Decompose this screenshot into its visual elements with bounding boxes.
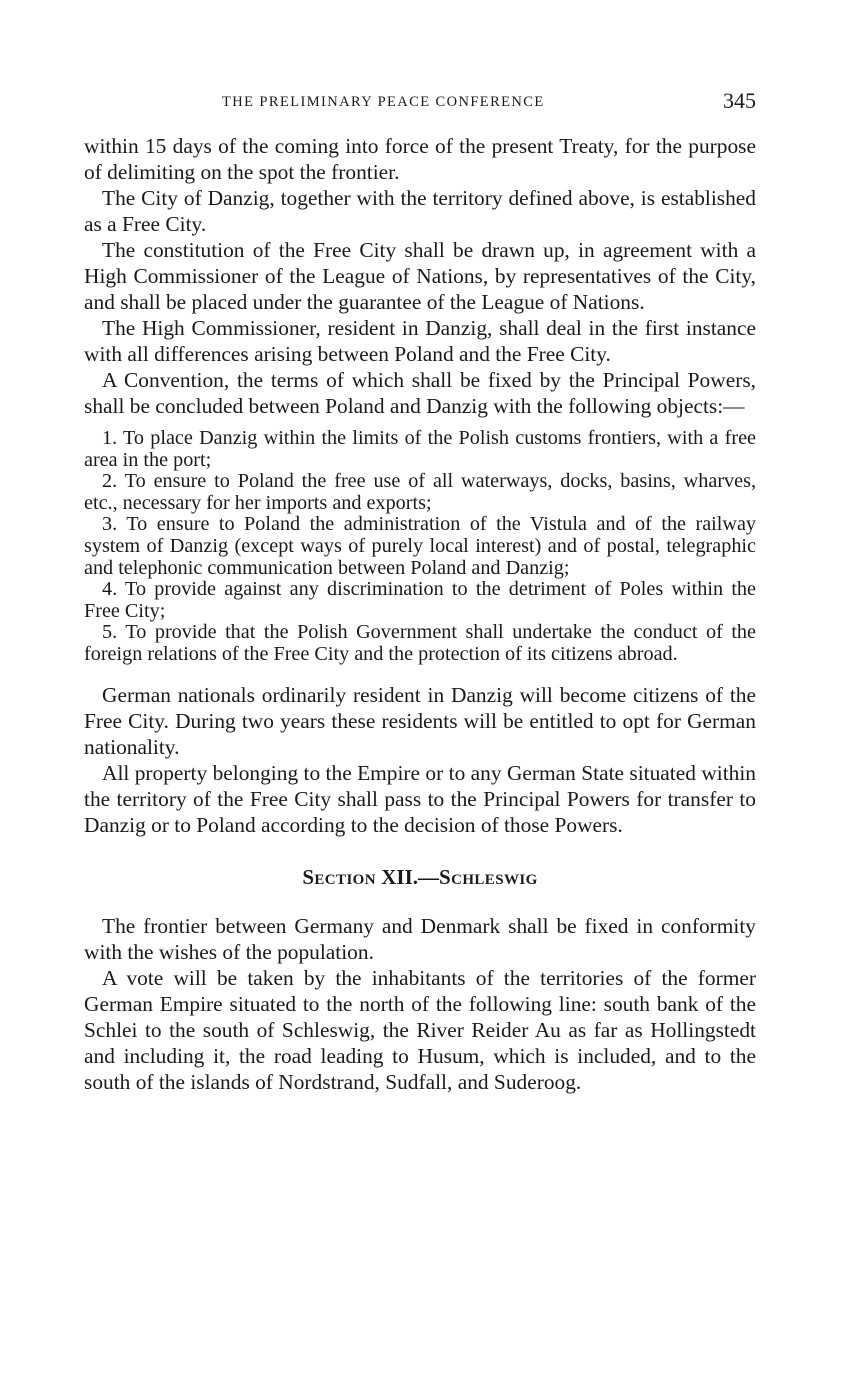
list-item-text: To ensure to Poland the administration of the Vistula and of the railway system of Danzig (except ways of purely local interest) and of postal, telegraphic and telephonic communication between Poland and Danzig; (84, 513, 757, 579)
section-number: XII. (381, 864, 419, 889)
list-item-text: To place Danzig within the limits of the Polish customs frontiers, with a free area in the port; (84, 427, 756, 471)
page-number: 345 (723, 88, 756, 113)
convention-objects-list (84, 428, 756, 666)
list-item-text: To provide against any discrimination to the detriment of Poles within the Free City; (84, 578, 756, 622)
paragraph: A Convention, the terms of which shall be fixed by the Principal Powers, shall be concluded between Poland and Danzig with the following objects:— (84, 368, 756, 418)
paragraph: The frontier between Germany and Denmark shall be fixed in conformity with the wishes of the population. (84, 913, 756, 964)
page-header (84, 90, 756, 116)
body-text (84, 133, 756, 1095)
list-item-number: 2. (102, 470, 118, 493)
paragraph: The City of Danzig, together with the territory defined above, is established as a Free City. (84, 186, 756, 236)
list-item-number: 4. (102, 578, 118, 601)
list-item-text: To provide that the Polish Government shall undertake the conduct of the foreign relations of the Free City and the protection of its citizens abroad. (84, 621, 756, 665)
paragraph: The High Commissioner, resident in Danzig, shall deal in the first instance with all differences arising between Poland and the Free City. (84, 316, 756, 366)
section-dash: — (418, 864, 440, 889)
list-item (84, 514, 756, 579)
list-item-number: 1. (102, 427, 118, 449)
list-item (84, 622, 756, 665)
list-item-text: To ensure to Poland the free use of all waterways, docks, basins, wharves, etc., necessary for her imports and exports; (84, 470, 756, 514)
paragraph: The constitution of the Free City shall be drawn up, in agreement with a High Commissioner of the League of Nations, by representatives of the City, and shall be placed under the guarantee of the League of Nations. (84, 238, 756, 314)
running-head: THE PRELIMINARY PEACE CONFERENCE (222, 94, 545, 110)
paragraph: German nationals ordinarily resident in Danzig will become citizens of the Free City. During two years these residents will be entitled to opt for German nationality. (84, 682, 756, 759)
paragraph: A vote will be taken by the inhabitants of the territories of the former German Empire situated to the north of the following line: south bank of the Schlei to the south of Schleswig, the River Reider Au as far as Hollingstedt and including it, the road leading to Husum, which is included, and to the south of the islands of Nordstrand, Sudfall, and Suderoog. (84, 965, 756, 1094)
list-item (84, 579, 756, 622)
paragraph: within 15 days of the coming into force of the present Treaty, for the purpose of delimiting on the spot the frontier. (84, 134, 756, 184)
section-heading (84, 864, 756, 890)
list-item (84, 428, 756, 471)
section-title: Schleswig (439, 864, 538, 889)
list-item-number: 3. (102, 513, 118, 536)
section-label: Section (302, 864, 376, 889)
paragraph: All property belonging to the Empire or to any German State situated within the territory of the Free City shall pass to the Principal Powers for transfer to Danzig or to Poland according to the decision of those Powers. (84, 760, 756, 837)
list-item-number: 5. (102, 621, 118, 644)
list-item (84, 471, 756, 514)
